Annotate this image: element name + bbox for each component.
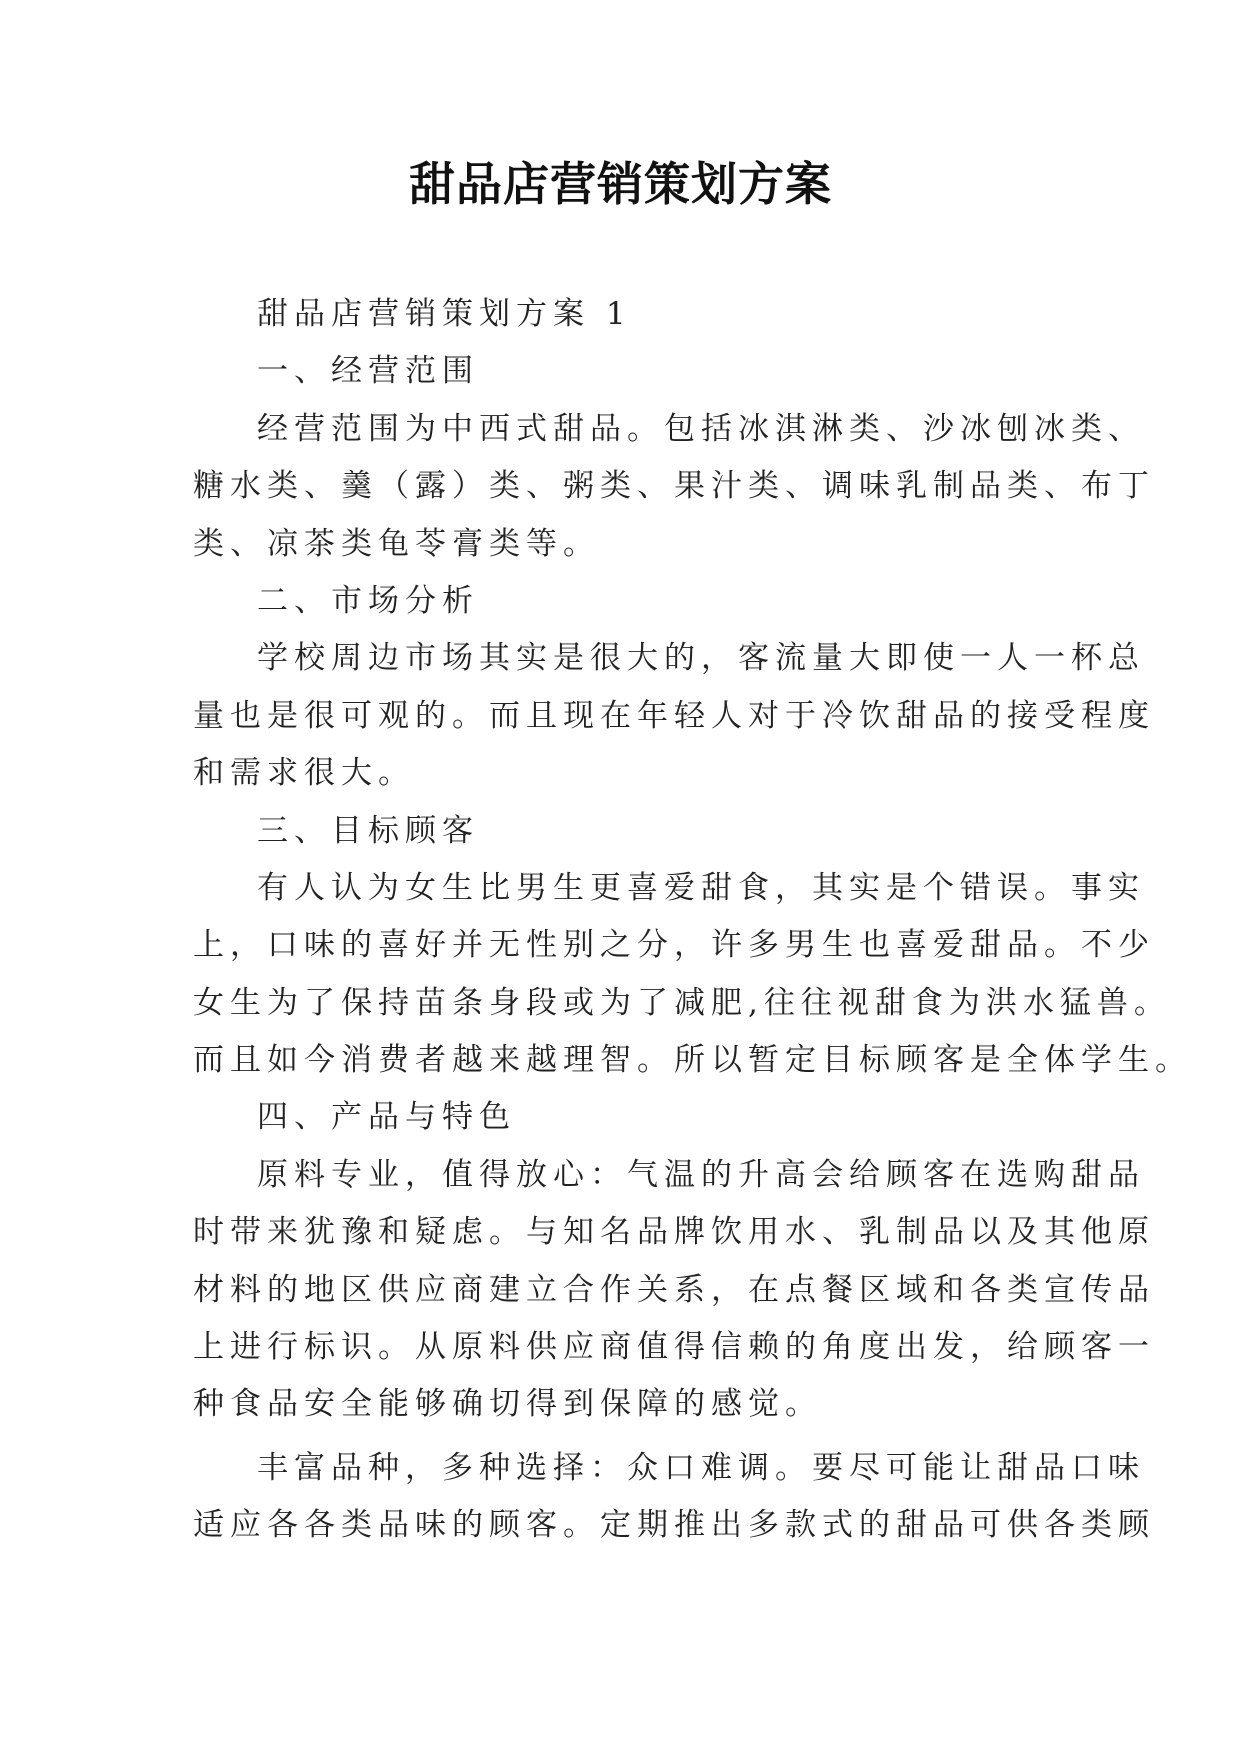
- section-heading-2: 二、市场分析: [257, 582, 479, 619]
- paragraph-line: 学校周边市场其实是很大的，客流量大即使一人一杯总: [257, 640, 1145, 677]
- paragraph-line: 丰富品种，多种选择：众口难调。要尽可能让甜品口味: [257, 1449, 1145, 1486]
- section-heading-1: 一、经营范围: [257, 353, 479, 390]
- paragraph-line: 女生为了保持苗条身段或为了减肥,往往视甜食为洪水猛兽。: [193, 984, 1171, 1021]
- paragraph-line: 上，口味的喜好并无性别之分，许多男生也喜爱甜品。不少: [193, 927, 1155, 964]
- paragraph-line: 时带来犹豫和疑虑。与知名品牌饮用水、乳制品以及其他原: [193, 1214, 1155, 1251]
- paragraph-line: 量也是很可观的。而且现在年轻人对于冷饮甜品的接受程度: [193, 697, 1155, 734]
- paragraph-line: 适应各各类品味的顾客。定期推出多款式的甜品可供各类顾: [193, 1507, 1155, 1544]
- paragraph-line: 原料专业，值得放心：气温的升高会给顾客在选购甜品: [257, 1156, 1145, 1193]
- paragraph-line: 而且如今消费者越来越理智。所以暂定目标顾客是全体学生。: [193, 1042, 1192, 1079]
- document-body: [193, 286, 1192, 1555]
- paragraph-line: 糖水类、羹（露）类、粥类、果汁类、调味乳制品类、布丁: [193, 468, 1155, 505]
- paragraph-line: 类、凉茶类龟苓膏类等。: [193, 525, 600, 562]
- paragraph-line: 材料的地区供应商建立合作关系，在点餐区域和各类宣传品: [193, 1271, 1155, 1308]
- paragraph-line: 经营范围为中西式甜品。包括冰淇淋类、沙冰刨冰类、: [257, 410, 1145, 447]
- paragraph-line: 有人认为女生比男生更喜爱甜食，其实是个错误。事实: [257, 869, 1145, 906]
- document-title: 甜品店营销策划方案: [409, 157, 832, 211]
- section-heading-4: 四、产品与特色: [257, 1099, 516, 1136]
- paragraph-line: 和需求很大。: [193, 755, 415, 792]
- section-heading-3: 三、目标顾客: [257, 812, 479, 849]
- paragraph-line: 上进行标识。从原料供应商值得信赖的角度出发，给顾客一: [193, 1329, 1155, 1366]
- subtitle-line: 甜品店营销策划方案 1: [257, 296, 632, 332]
- paragraph-line: 种食品安全能够确切得到保障的感觉。: [193, 1386, 822, 1423]
